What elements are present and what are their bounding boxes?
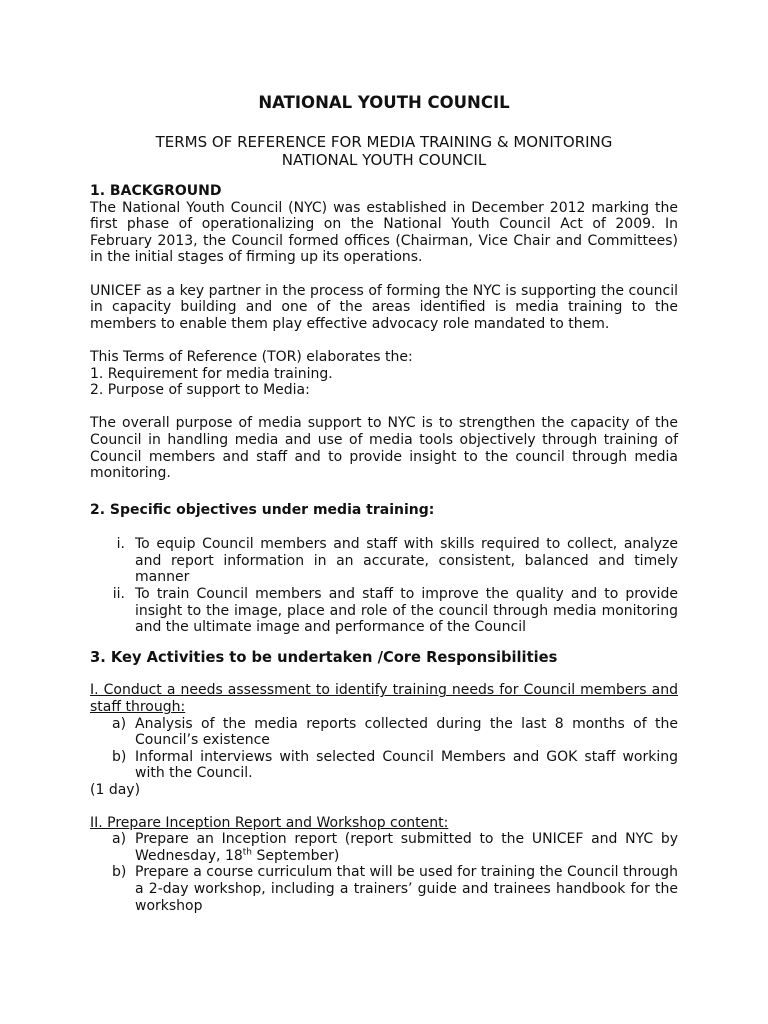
section-1-heading: 1. BACKGROUND xyxy=(90,183,222,199)
objective-item xyxy=(90,586,678,636)
section-2-heading: 2. Specific objectives under media training: xyxy=(90,501,435,518)
objectives-list xyxy=(90,536,678,636)
objective-text: To equip Council members and staff with skills required to collect, analyze and report information in an accurate, consistent, balanced and timely manner xyxy=(135,536,678,586)
needs-assessment-list xyxy=(90,716,678,782)
objective-number: i. xyxy=(116,536,125,553)
inception-item xyxy=(90,831,678,864)
needs-assessment-item xyxy=(90,749,678,782)
tor-item-1: 1. Requirement for media training. xyxy=(90,365,333,382)
inception-list xyxy=(90,831,678,914)
item-letter: a) xyxy=(112,715,127,732)
item-letter: a) xyxy=(112,831,127,848)
tor-intro: This Terms of Reference (TOR) elaborates the: xyxy=(90,348,413,365)
tor-item-2: 2. Purpose of support to Media: xyxy=(90,382,310,399)
document-page xyxy=(90,93,678,914)
overall-purpose-paragraph: The overall purpose of media support to NYC is to strengthen the capacity of the Council in handling media and use of media tools objectively through training of Council members and staff and to provide insight to the council through media monitoring. xyxy=(90,415,678,482)
item-text: Analysis of the media reports collected during the last 8 months of the Council’s existence xyxy=(135,715,678,749)
duration-note: (1 day) xyxy=(90,782,141,798)
inception-item xyxy=(90,864,678,914)
item-letter: b) xyxy=(112,748,127,765)
subsection-2-heading: II. Prepare Inception Report and Workshop content: xyxy=(90,814,449,831)
item-text xyxy=(135,831,678,864)
background-paragraph-1: The National Youth Council (NYC) was established in December 2012 marking the first phase of operationalizing on the National Youth Council Act of 2009. In February 2013, the Council formed offices (Chairman, Vice Chair and Committees) in the initial stages of firming up its operations. xyxy=(90,199,678,266)
subtitle-line-2: NATIONAL YOUTH COUNCIL xyxy=(281,151,487,169)
needs-assessment-item xyxy=(90,716,678,749)
background-paragraph-2: UNICEF as a key partner in the process of forming the NYC is supporting the council in capacity building and one of the areas identified is media training to the members to enable them play effective advocacy role mandated to them. xyxy=(90,282,678,332)
subtitle-line-1: TERMS OF REFERENCE FOR MEDIA TRAINING & MONITORING xyxy=(155,133,613,151)
section-3-heading: 3. Key Activities to be undertaken /Core Responsibilities xyxy=(90,648,558,666)
document-title: NATIONAL YOUTH COUNCIL xyxy=(258,93,510,112)
document-subtitle xyxy=(90,133,678,169)
item-text-main: Prepare an Inception report (report submitted to the UNICEF and NYC by Wednesday, 18 xyxy=(135,831,678,864)
objective-text: To train Council members and staff to improve the quality and to provide insight to the image, place and role of the council through media monitoring and the ultimate image and performance of the Council xyxy=(135,586,678,636)
ordinal-suffix: th xyxy=(242,847,253,858)
objective-item xyxy=(90,536,678,586)
item-letter: b) xyxy=(112,864,127,881)
item-text: Prepare a course curriculum that will be used for training the Council through a 2-day workshop, including a trainers’ guide and trainees handbook for the workshop xyxy=(135,864,679,914)
subsection-1-heading: I. Conduct a needs assessment to identify training needs for Council members and staff through: xyxy=(90,682,678,716)
objective-number: ii. xyxy=(112,586,125,603)
item-text: Informal interviews with selected Council Members and GOK staff working with the Council. xyxy=(135,748,678,782)
item-text-tail: September) xyxy=(252,847,340,864)
